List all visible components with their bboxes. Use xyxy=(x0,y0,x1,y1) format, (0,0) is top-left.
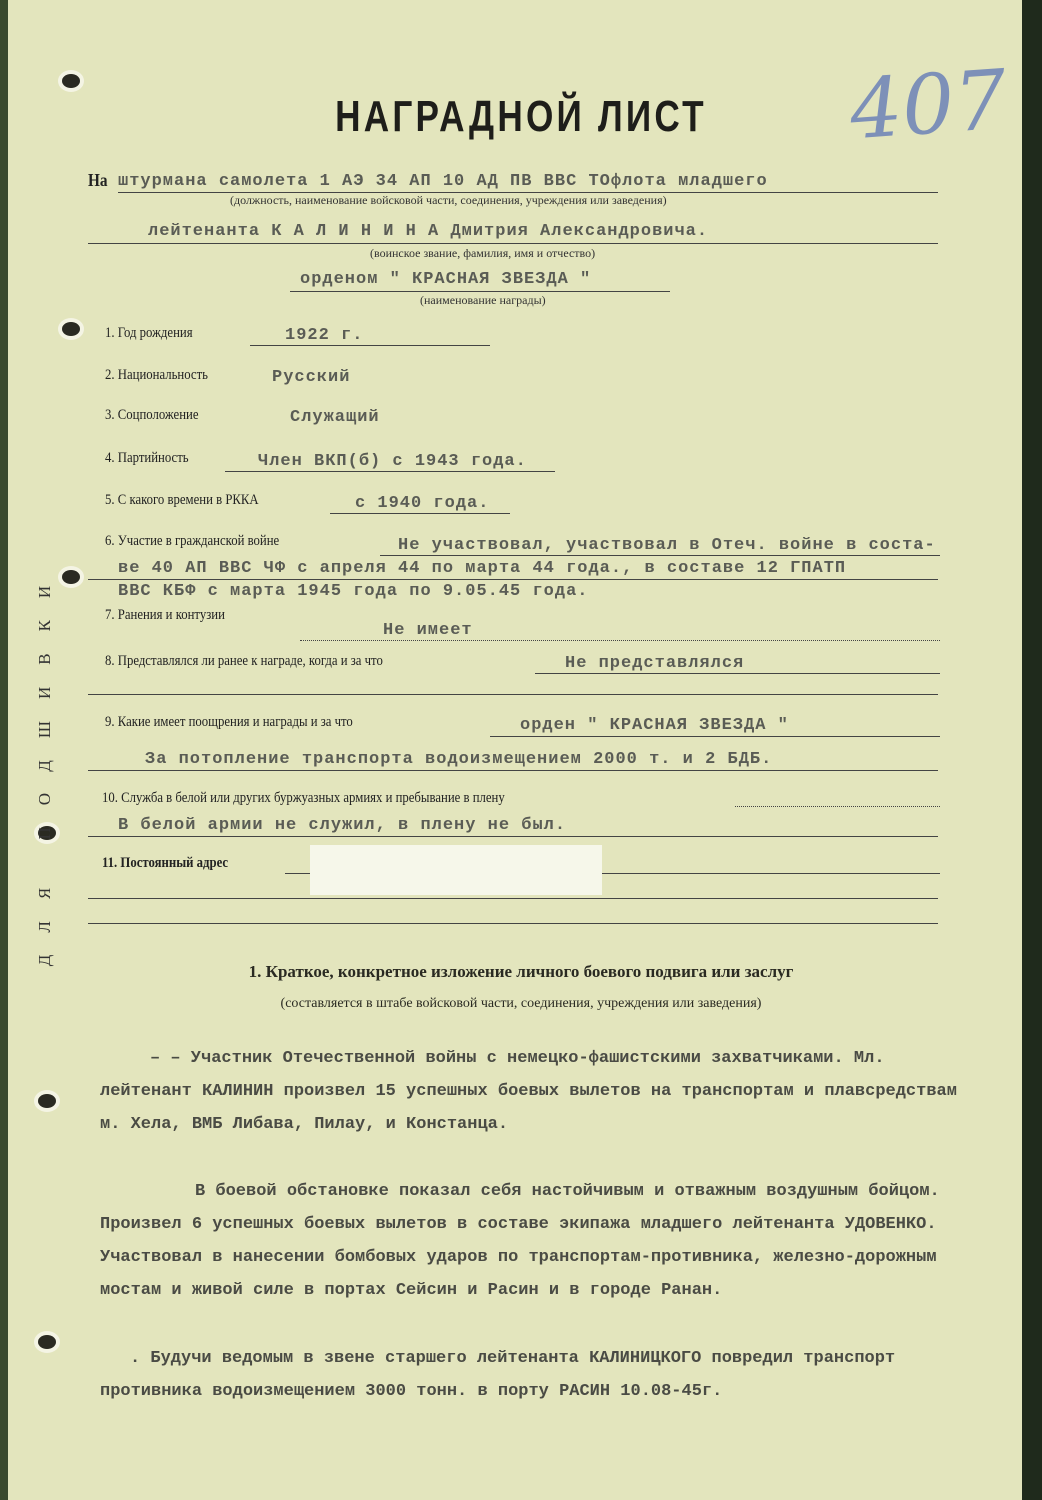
item-label: 11. Постоянный адрес xyxy=(102,855,229,871)
section-heading: 1. Краткое, конкретное изложение личного боевого подвига или заслуг xyxy=(248,962,794,981)
name-value: лейтенанта К А Л И Н И Н А Дмитрия Александровича. xyxy=(148,222,709,241)
punch-hole xyxy=(38,1094,56,1108)
punch-hole xyxy=(62,322,80,336)
item-value: Член ВКП(б) с 1943 года. xyxy=(258,452,527,471)
award-value: орденом " КРАСНАЯ ЗВЕЗДА " xyxy=(300,270,592,289)
item-label: 6. Участие в гражданской войне xyxy=(105,533,280,549)
handwritten-number: 407 xyxy=(846,52,1010,159)
item-value: орден " КРАСНАЯ ЗВЕЗДА " xyxy=(520,716,789,735)
side-note: ДЛЯ ПОДШИВКИ xyxy=(35,563,54,967)
position-value: штурмана самолета 1 АЭ 34 АП 10 АД ПВ ВВС ТОфлота младшего xyxy=(118,172,768,191)
item-label: 3. Соцположение xyxy=(105,407,199,423)
item-label: 7. Ранения и контузии xyxy=(105,607,225,623)
item-value: Не представлялся xyxy=(565,654,745,673)
award-caption: (наименование награды) xyxy=(420,293,546,307)
punch-hole xyxy=(62,74,80,88)
item-label: 4. Партийность xyxy=(105,450,189,466)
narrative-paragraph: В боевой обстановке показал себя настойчивым и отважным воздушным бойцом. Произвел 6 успешных боевых вылетов в составе экипажа младшего лейтенанта УДОВЕНКО. Участвовал в нанесении бомбовых ударов по транспортам-противника, железно-дорожным мостам и живой силе в портах Сейсин и Расин и в городе Ранан. xyxy=(100,1182,940,1300)
item-value-cont: ВВС КБФ с марта 1945 года по 9.05.45 года. xyxy=(118,582,589,601)
punch-hole xyxy=(38,1335,56,1349)
item-value: Не имеет xyxy=(383,621,473,640)
position-caption: (должность, наименование войсковой части, соединения, учреждения или заведения) xyxy=(230,193,667,207)
item-value-cont: За потопление транспорта водоизмещением 2000 т. и 2 БДБ. xyxy=(145,750,773,769)
narrative-paragraph: – – Участник Отечественной войны с немецко-фашистскими захватчиками. Мл. лейтенант КАЛИНИН произвел 15 успешных боевых вылетов на транспортам и плавсредствам м. Хела, ВМБ Либава, Пилау, и Констанца. xyxy=(100,1049,957,1134)
name-caption: (воинское звание, фамилия, имя и отчество) xyxy=(370,246,596,260)
punch-hole xyxy=(62,570,80,584)
item-label: 9. Какие имеет поощрения и награды и за что xyxy=(105,714,353,730)
item-label: 5. С какого времени в РККА xyxy=(105,492,259,508)
document-title: НАГРАДНОЙ ЛИСТ xyxy=(335,92,707,141)
item-label: 1. Год рождения xyxy=(105,325,193,341)
item-value-cont: ве 40 АП ВВС ЧФ с апреля 44 по марта 44 года., в составе 12 ГПАТП xyxy=(118,559,847,578)
page-edge-right xyxy=(1022,0,1042,1500)
page-edge-left xyxy=(0,0,8,1500)
narrative-paragraph: . Будучи ведомым в звене старшего лейтенанта КАЛИНИЦКОГО повредил транспорт противника водоизмещением 3000 тонн. в порту РАСИН 10.08-45г. xyxy=(100,1349,896,1401)
item-value: В белой армии не служил, в плену не был. xyxy=(118,816,567,835)
redacted-address xyxy=(310,845,602,895)
item-value: с 1940 года. xyxy=(355,494,490,513)
item-label: 10. Служба в белой или других буржуазных армиях и пребывание в плену xyxy=(102,790,505,806)
item-value: Служащий xyxy=(290,408,380,427)
item-value: Русский xyxy=(272,368,351,387)
item-label: 2. Национальность xyxy=(105,367,208,383)
item-value: Не участвовал, участвовал в Отеч. войне в соста- xyxy=(398,536,936,555)
na-label: На xyxy=(88,170,108,190)
item-label: 8. Представлялся ли ранее к награде, когда и за что xyxy=(105,653,383,669)
section-subheading: (составляется в штабе войсковой части, соединения, учреждения или заведения) xyxy=(280,996,762,1011)
item-value: 1922 г. xyxy=(285,326,364,345)
